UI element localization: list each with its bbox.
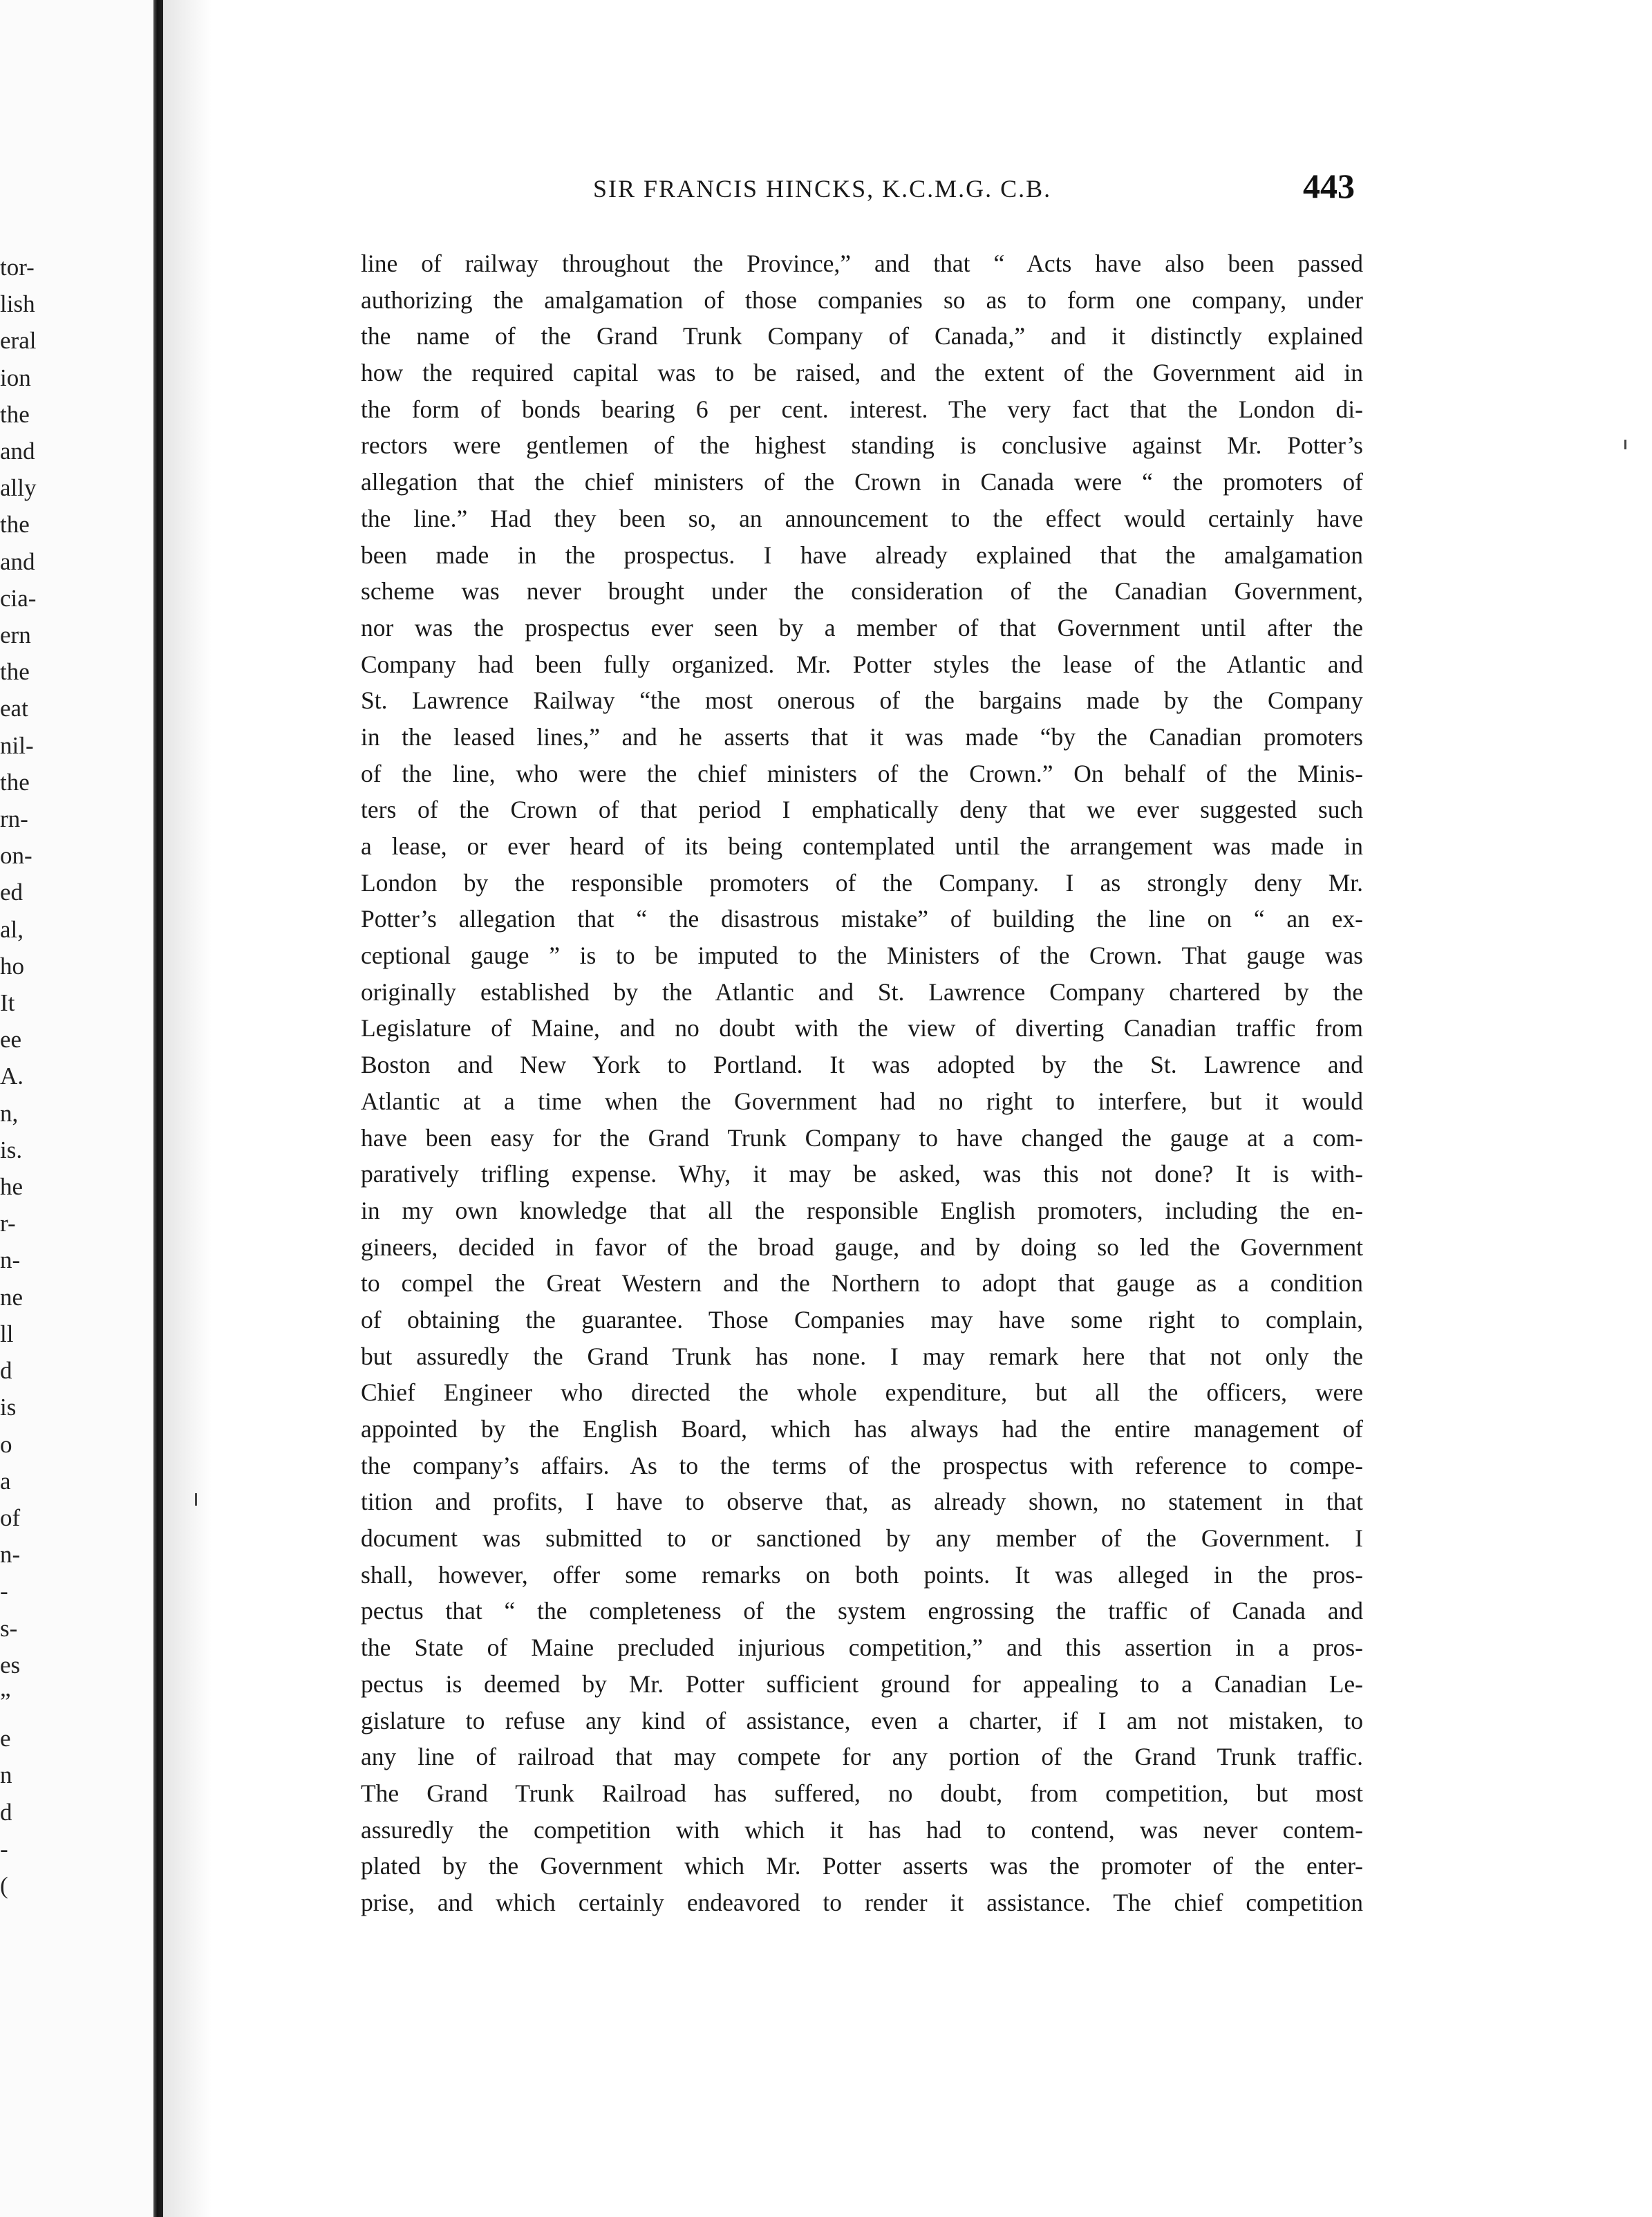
body-text [361, 245, 1363, 1921]
text-line: but assuredly the Grand Trunk has none. I may remark here that not only the [361, 1342, 1363, 1370]
text-line: of the line, who were the chief ministers of the Crown.” On behalf of the Minis- [361, 759, 1363, 787]
facing-page-fragment: ee [0, 1026, 22, 1054]
facing-page-fragment: al, [0, 915, 24, 943]
facing-page-edge [0, 0, 166, 2217]
text-line: any line of railroad that may compete for any portion of the Grand Trunk traffic. [361, 1743, 1363, 1771]
facing-page-fragment: is [0, 1394, 17, 1421]
facing-page-fragment: ed [0, 879, 24, 906]
facing-page-fragment: A. [0, 1063, 24, 1090]
text-line: the line.” Had they been so, an announcement to the effect would certainly have [361, 504, 1363, 532]
text-line: authorizing the amalgamation of those companies so as to form one company, under [361, 286, 1363, 314]
facing-page-fragment: tor- [0, 254, 35, 281]
text-line: the name of the Grand Trunk Company of Canada,” and it distinctly explained [361, 322, 1363, 350]
facing-page-fragment: the [0, 658, 30, 686]
text-line: in my own knowledge that all the responsible English promoters, including the en- [361, 1196, 1363, 1224]
text-line: pectus that “ the completeness of the system engrossing the traffic of Canada and [361, 1597, 1363, 1625]
text-line: nor was the prospectus ever seen by a member of that Government until after the [361, 613, 1363, 642]
facing-page-fragment: and [0, 548, 35, 575]
text-line: been made in the prospectus. I have already explained that the amalgamation [361, 541, 1363, 569]
text-line: Chief Engineer who directed the whole expenditure, but all the officers, were [361, 1378, 1363, 1407]
text-line: ters of the Crown of that period I emphatically deny that we ever suggested such [361, 796, 1363, 824]
text-line: assuredly the competition with which it has had to contend, was never contem- [361, 1815, 1363, 1844]
facing-page-fragment: of [0, 1504, 21, 1531]
page-number: 443 [1303, 167, 1355, 205]
text-line: shall, however, offer some remarks on both points. It was alleged in the pros- [361, 1560, 1363, 1589]
facing-page-fragment: the [0, 400, 30, 428]
facing-page-fragment: cia- [0, 584, 37, 612]
facing-page-fragment: ion [0, 364, 31, 391]
text-line: in the leased lines,” and he asserts that it was made “by the Canadian promoters [361, 722, 1363, 751]
text-line: to compel the Great Western and the Northern to adopt that gauge as a condition [361, 1269, 1363, 1298]
scan-speck [1624, 440, 1626, 449]
facing-page-fragment: d [0, 1798, 12, 1826]
text-line: gislature to refuse any kind of assistance, even a charter, if I am not mistaken, to [361, 1706, 1363, 1734]
facing-page-fragment: rn- [0, 805, 28, 833]
facing-page-text-fragments [0, 249, 44, 1904]
facing-page-fragment: he [0, 1173, 24, 1201]
facing-page-fragment: ho [0, 952, 24, 980]
text-line: the company’s affairs. As to the terms of the prospectus with reference to compe- [361, 1451, 1363, 1479]
text-line: line of railway throughout the Province,” and that “ Acts have also been passed [361, 250, 1363, 277]
text-line: scheme was never brought under the consideration of the Canadian Government, [361, 577, 1363, 606]
facing-page-fragment: ll [0, 1320, 14, 1347]
text-line: pectus is deemed by Mr. Potter sufficient ground for appealing to a Canadian Le- [361, 1669, 1363, 1698]
facing-page-fragment: d [0, 1357, 12, 1385]
text-line: Boston and New York to Portland. It was adopted by the St. Lawrence and [361, 1051, 1363, 1079]
text-line: ceptional gauge ” is to be imputed to the Ministers of the Crown. That gauge was [361, 942, 1363, 970]
facing-page-fragment: eral [0, 327, 37, 355]
facing-page-fragment: nil- [0, 731, 34, 759]
text-line: rectors were gentlemen of the highest standing is conclusive against Mr. Potter’s [361, 431, 1363, 460]
facing-page-fragment: n, [0, 1099, 19, 1127]
facing-page-fragment: It [0, 989, 15, 1017]
text-line: Company had been fully organized. Mr. Potter styles the lease of the Atlantic and [361, 650, 1363, 678]
text-line: gineers, decided in favor of the broad gauge, and by doing so led the Government [361, 1233, 1363, 1261]
facing-page-fragment: the [0, 768, 30, 796]
facing-page-fragment: n [0, 1761, 12, 1789]
text-line: have been easy for the Grand Trunk Company to have changed the gauge at a com- [361, 1123, 1363, 1152]
text-line: a lease, or ever heard of its being contemplated until the arrangement was made in [361, 832, 1363, 860]
gutter-shadow [163, 0, 212, 2217]
text-line: Potter’s allegation that “ the disastrous mistake” of building the line on “ an ex- [361, 905, 1363, 933]
facing-page-fragment: - [0, 1578, 8, 1605]
facing-page-fragment: and [0, 438, 35, 465]
facing-page-fragment: a [0, 1467, 11, 1495]
facing-page-fragment: e [0, 1725, 11, 1752]
facing-page-fragment: ” [0, 1687, 11, 1715]
facing-page-fragment: ( [0, 1871, 8, 1899]
facing-page-fragment: is. [0, 1136, 23, 1163]
text-line: how the required capital was to be raised, and the extent of the Government aid in [361, 359, 1363, 387]
text-line: paratively trifling expense. Why, it may be asked, was this not done? It is with- [361, 1160, 1363, 1188]
facing-page-fragment: ally [0, 474, 37, 502]
facing-page-fragment: s- [0, 1614, 18, 1642]
facing-page-fragment: n- [0, 1246, 21, 1274]
text-line: the form of bonds bearing 6 per cent. interest. The very fact that the London di- [361, 395, 1363, 423]
book-gutter [153, 0, 163, 2217]
facing-page-fragment: n- [0, 1541, 21, 1569]
facing-page-fragment: es [0, 1651, 21, 1678]
text-line: Atlantic at a time when the Government had no right to interfere, but it would [361, 1087, 1363, 1115]
text-line: of obtaining the guarantee. Those Companies may have some right to complain, [361, 1305, 1363, 1334]
text-line: the State of Maine precluded injurious competition,” and this assertion in a pros- [361, 1634, 1363, 1662]
running-head: SIR FRANCIS HINCKS, K.C.M.G. C.B. [593, 175, 1052, 203]
facing-page-fragment: the [0, 511, 30, 539]
facing-page-fragment: o [0, 1430, 12, 1458]
text-line: Legislature of Maine, and no doubt with the view of diverting Canadian traffic from [361, 1014, 1363, 1042]
text-line: allegation that the chief ministers of the Crown in Canada were “ the promoters of [361, 468, 1363, 496]
facing-page-fragment: on- [0, 842, 32, 870]
facing-page-fragment: lish [0, 290, 35, 318]
text-line: document was submitted to or sanctioned by any member of the Government. I [361, 1524, 1363, 1553]
text-line: The Grand Trunk Railroad has suffered, no doubt, from competition, but most [361, 1779, 1363, 1807]
text-line: originally established by the Atlantic and St. Lawrence Company chartered by the [361, 977, 1363, 1006]
text-line: plated by the Government which Mr. Potter asserts was the promoter of the enter- [361, 1852, 1363, 1880]
text-line: appointed by the English Board, which has always had the entire management of [361, 1415, 1363, 1443]
text-line: St. Lawrence Railway “the most onerous of the bargains made by the Company [361, 686, 1363, 715]
scan-speck [195, 1493, 197, 1506]
facing-page-fragment: eat [0, 695, 28, 722]
facing-page-fragment: - [0, 1835, 8, 1862]
facing-page-fragment: ern [0, 621, 31, 649]
facing-page-fragment: ne [0, 1283, 24, 1311]
text-line: tition and profits, I have to observe that, as already shown, no statement in that [361, 1488, 1363, 1516]
facing-page-fragment: r- [0, 1210, 16, 1237]
text-line: prise, and which certainly endeavored to render it assistance. The chief competition [361, 1888, 1363, 1916]
text-line: London by the responsible promoters of the Company. I as strongly deny Mr. [361, 868, 1363, 897]
